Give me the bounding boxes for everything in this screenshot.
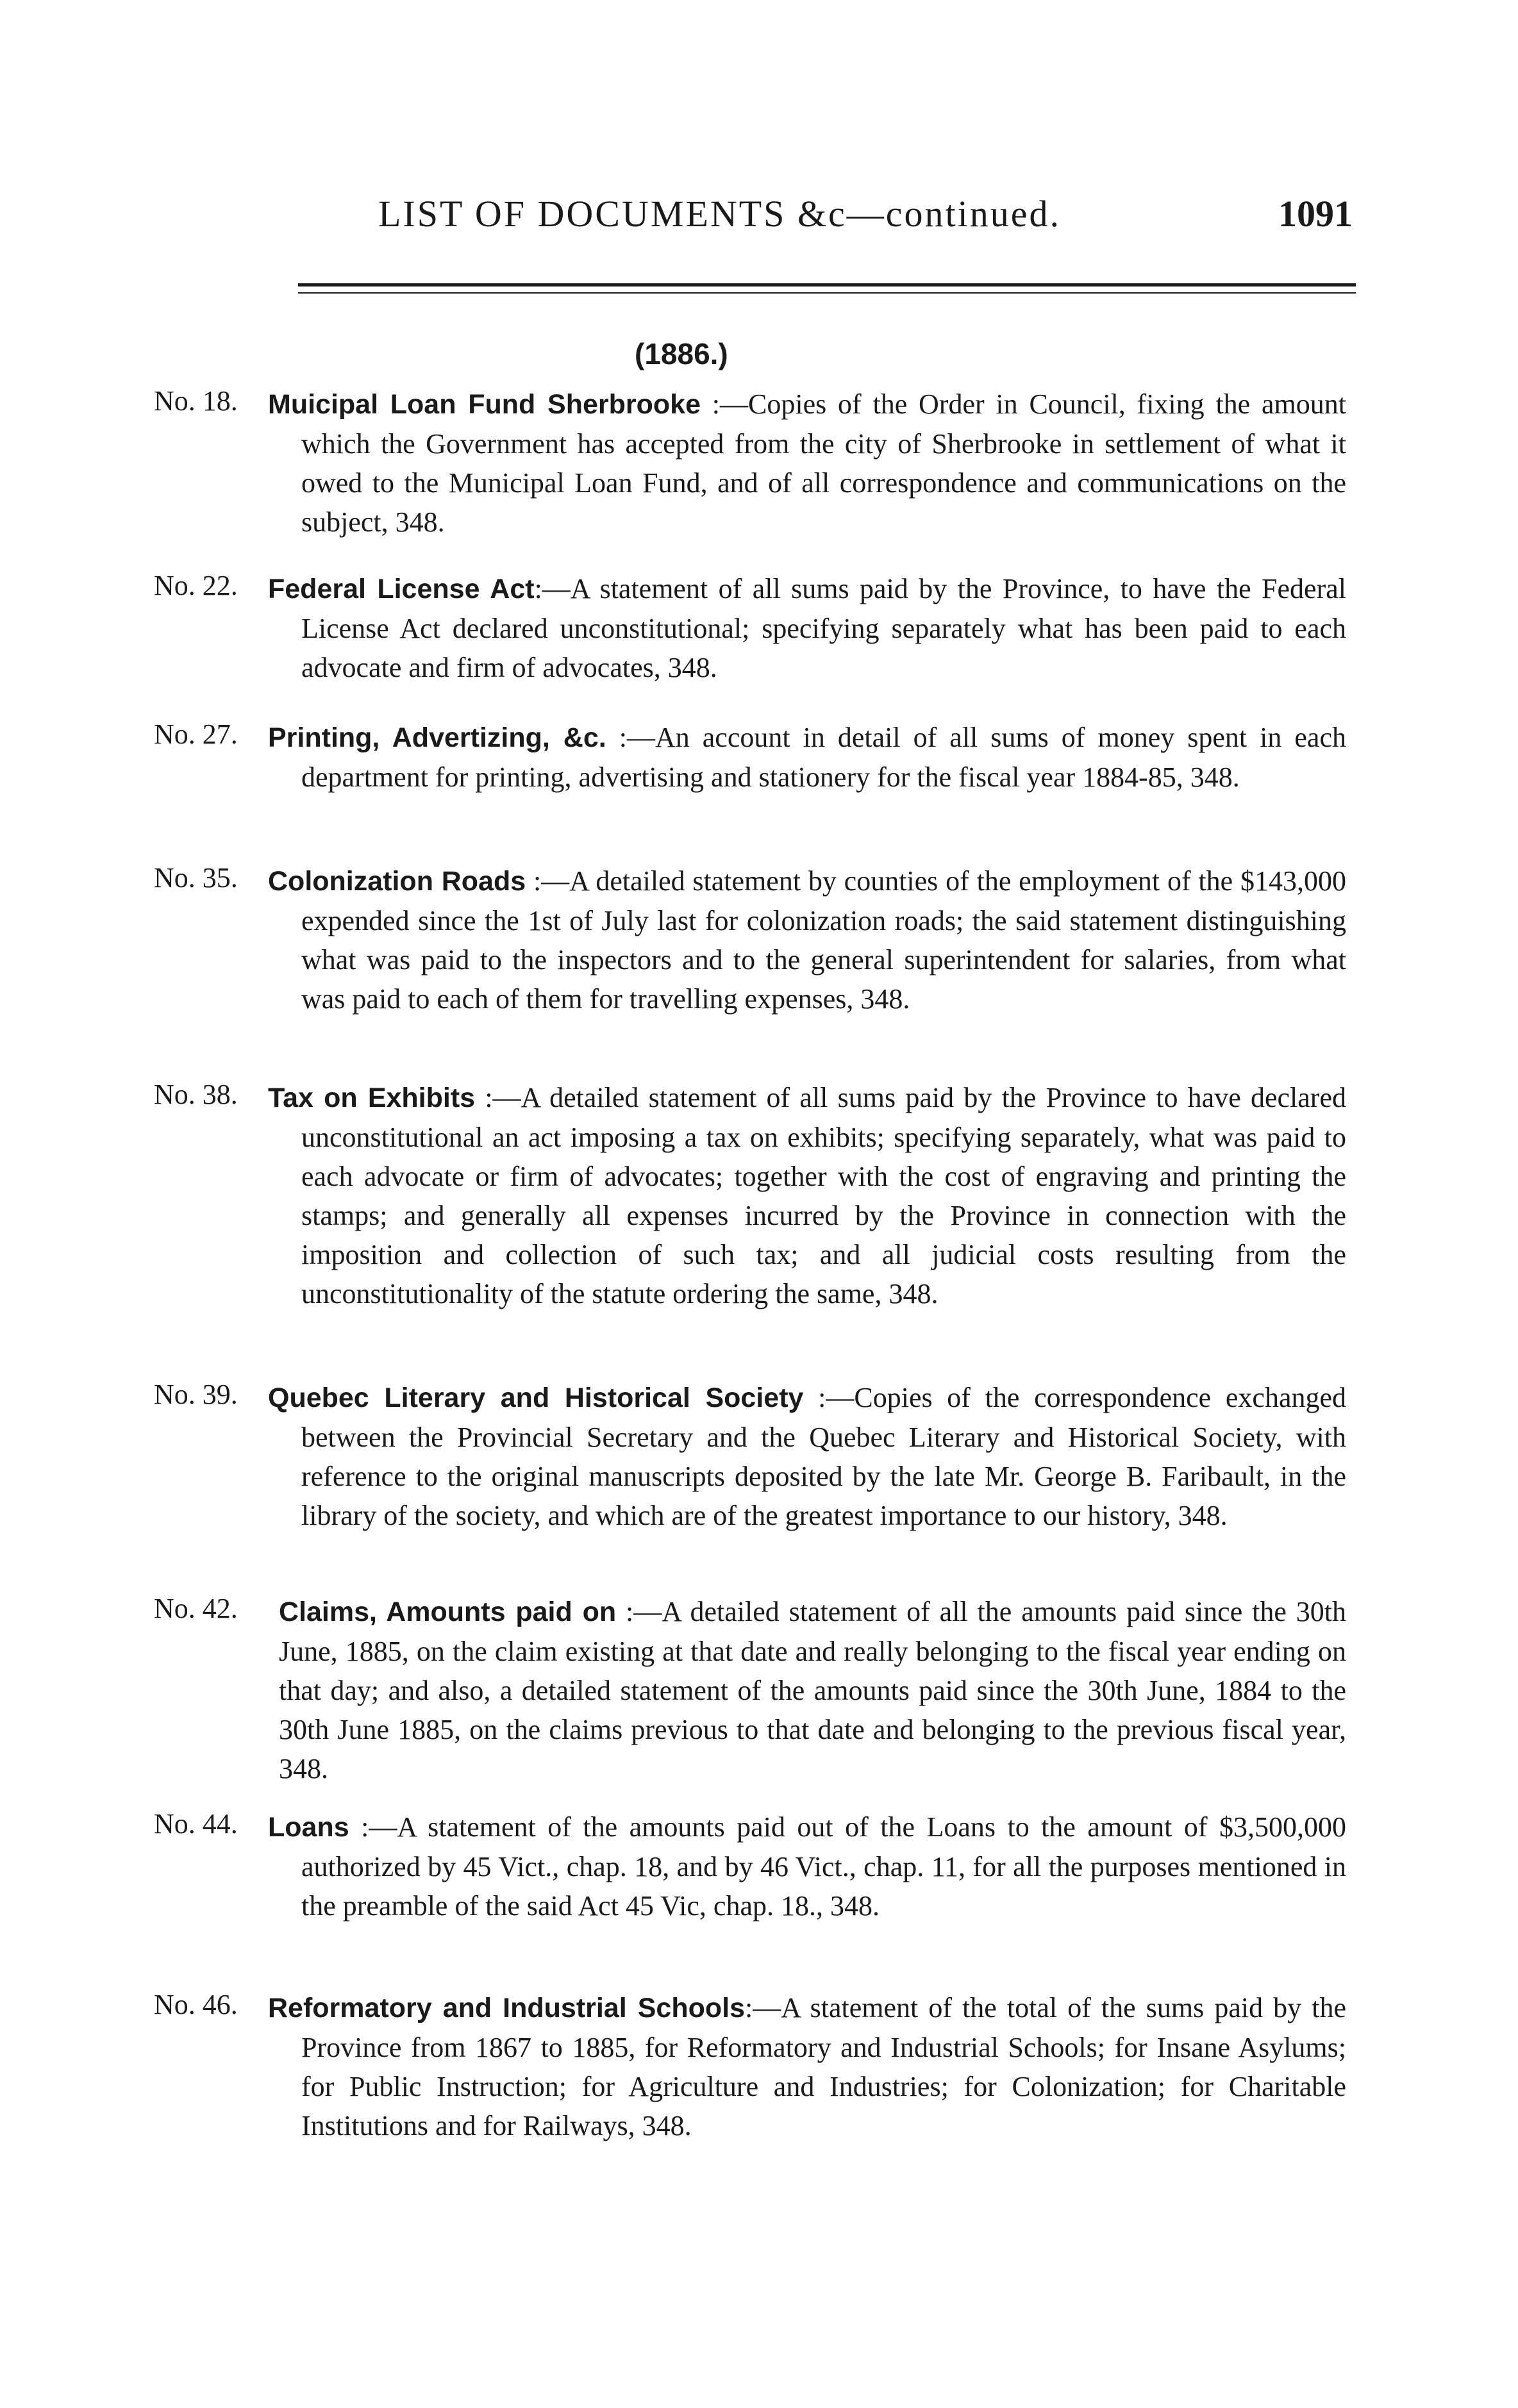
document-entry-38 <box>154 1078 1346 1313</box>
entry-text: :—A detailed statement by counties of the employment of the $143,000 expended since the 1st of July last for colonization roads; the said statement distinguishing what was paid to the inspectors and to the general superintendent for salaries, from what was paid to each of them for travelling expenses, 348. <box>301 865 1346 1015</box>
entry-subject: Federal License Act <box>268 574 535 604</box>
entry-text: :—A statement of all sums paid by the Province, to have the Federal License Act declared unconstitutional; specifying separately what has been paid to each advocate and firm of advocates, 348. <box>301 573 1346 683</box>
entry-body <box>268 385 1346 542</box>
page-number: 1091 <box>1278 193 1353 235</box>
entry-body <box>268 718 1346 797</box>
entry-number: No. 18. <box>154 385 238 417</box>
header-rule-thick <box>298 283 1356 286</box>
document-entry-44 <box>154 1807 1346 1925</box>
entry-number: No. 22. <box>154 570 238 601</box>
entry-subject: Muicipal Loan Fund Sherbrooke <box>268 389 701 420</box>
document-entry-35 <box>154 861 1346 1018</box>
entry-body <box>279 1592 1346 1788</box>
entry-number: No. 35. <box>154 862 238 893</box>
entry-text: :—A detailed statement of all sums paid by the Province to have declared unconstitutional an act imposing a tax on exhibits; specifying separately, what was paid to each advocate or firm of advocates; together with the cost of engraving and printing the stamps; and generally all expenses incurred by the Province in connection with the imposition and collection of such tax; and all judicial costs resulting from the unconstitutionality of the statute ordering the same, 348. <box>301 1082 1346 1309</box>
document-entry-27 <box>154 718 1346 797</box>
entry-number: No. 44. <box>154 1808 238 1839</box>
entry-number: No. 38. <box>154 1079 238 1110</box>
entry-text: :—An account in detail of all sums of money spent in each department for printing, advertising and stationery for the fiscal year 1884-85, 348. <box>301 722 1346 793</box>
entry-text: :—Copies of the correspondence exchanged between the Provincial Secretary and the Quebec Literary and Historical Society, with reference to the original manuscripts deposited by the late Mr. George B. Faribault, in the library of the society, and which are of the greatest importance to our history, 348. <box>301 1382 1346 1531</box>
document-entry-46 <box>154 1988 1346 2145</box>
year-heading: (1886.) <box>635 337 728 370</box>
document-entry-22 <box>154 569 1346 687</box>
entry-subject: Quebec Literary and Historical Society <box>268 1383 804 1413</box>
document-entry-18 <box>154 385 1346 542</box>
entry-number: No. 27. <box>154 718 238 750</box>
entry-subject: Printing, Advertizing, &c. <box>268 722 606 753</box>
header-rule-thin <box>298 292 1356 294</box>
entry-subject: Reformatory and Industrial Schools <box>268 1993 745 2023</box>
entry-number: No. 39. <box>154 1379 238 1410</box>
running-title: LIST OF DOCUMENTS &c—continued. <box>378 193 1062 235</box>
entry-subject: Tax on Exhibits <box>268 1083 476 1113</box>
entry-subject: Colonization Roads <box>268 866 526 897</box>
document-entry-42 <box>154 1592 1346 1788</box>
running-header <box>378 192 1353 250</box>
entry-body <box>268 1988 1346 2145</box>
entry-text: :—A detailed statement of all the amounts paid since the 30th June, 1885, on the claim existing at that date and really belonging to the fiscal year ending on that day; and also, a detailed statement of the amounts paid since the 30th June, 1884 to the 30th June 1885, on the claims previous to that date and belonging to the previous fiscal year, 348. <box>279 1596 1346 1784</box>
document-entry-39 <box>154 1378 1346 1535</box>
entry-number: No. 42. <box>154 1593 238 1624</box>
entry-number: No. 46. <box>154 1989 238 2020</box>
entry-text: :—A statement of the total of the sums paid by the Province from 1867 to 1885, for Reformatory and Industrial Schools; for Insane Asylums; for Public Instruction; for Agriculture and Industries; for Colonization; for Charitable Institutions and for Railways, 348. <box>301 1992 1346 2141</box>
entry-body <box>268 1078 1346 1313</box>
entry-text: :—Copies of the Order in Council, fixing the amount which the Government has accepted from the city of Sherbrooke in settlement of what it owed to the Municipal Loan Fund, and of all correspondence and communications on the subject, 348. <box>301 388 1346 538</box>
entry-body <box>268 1807 1346 1925</box>
entry-text: :—A statement of the amounts paid out of the Loans to the amount of $3,500,000 authorized by 45 Vict., chap. 18, and by 46 Vict., chap. 11, for all the purposes mentioned in the preamble of the said Act 45 Vic, chap. 18., 348. <box>301 1811 1346 1922</box>
entry-body <box>268 1378 1346 1535</box>
entry-body <box>268 861 1346 1018</box>
entry-subject: Claims, Amounts paid on <box>279 1597 617 1627</box>
entry-subject: Loans <box>268 1812 349 1843</box>
entry-body <box>268 569 1346 687</box>
